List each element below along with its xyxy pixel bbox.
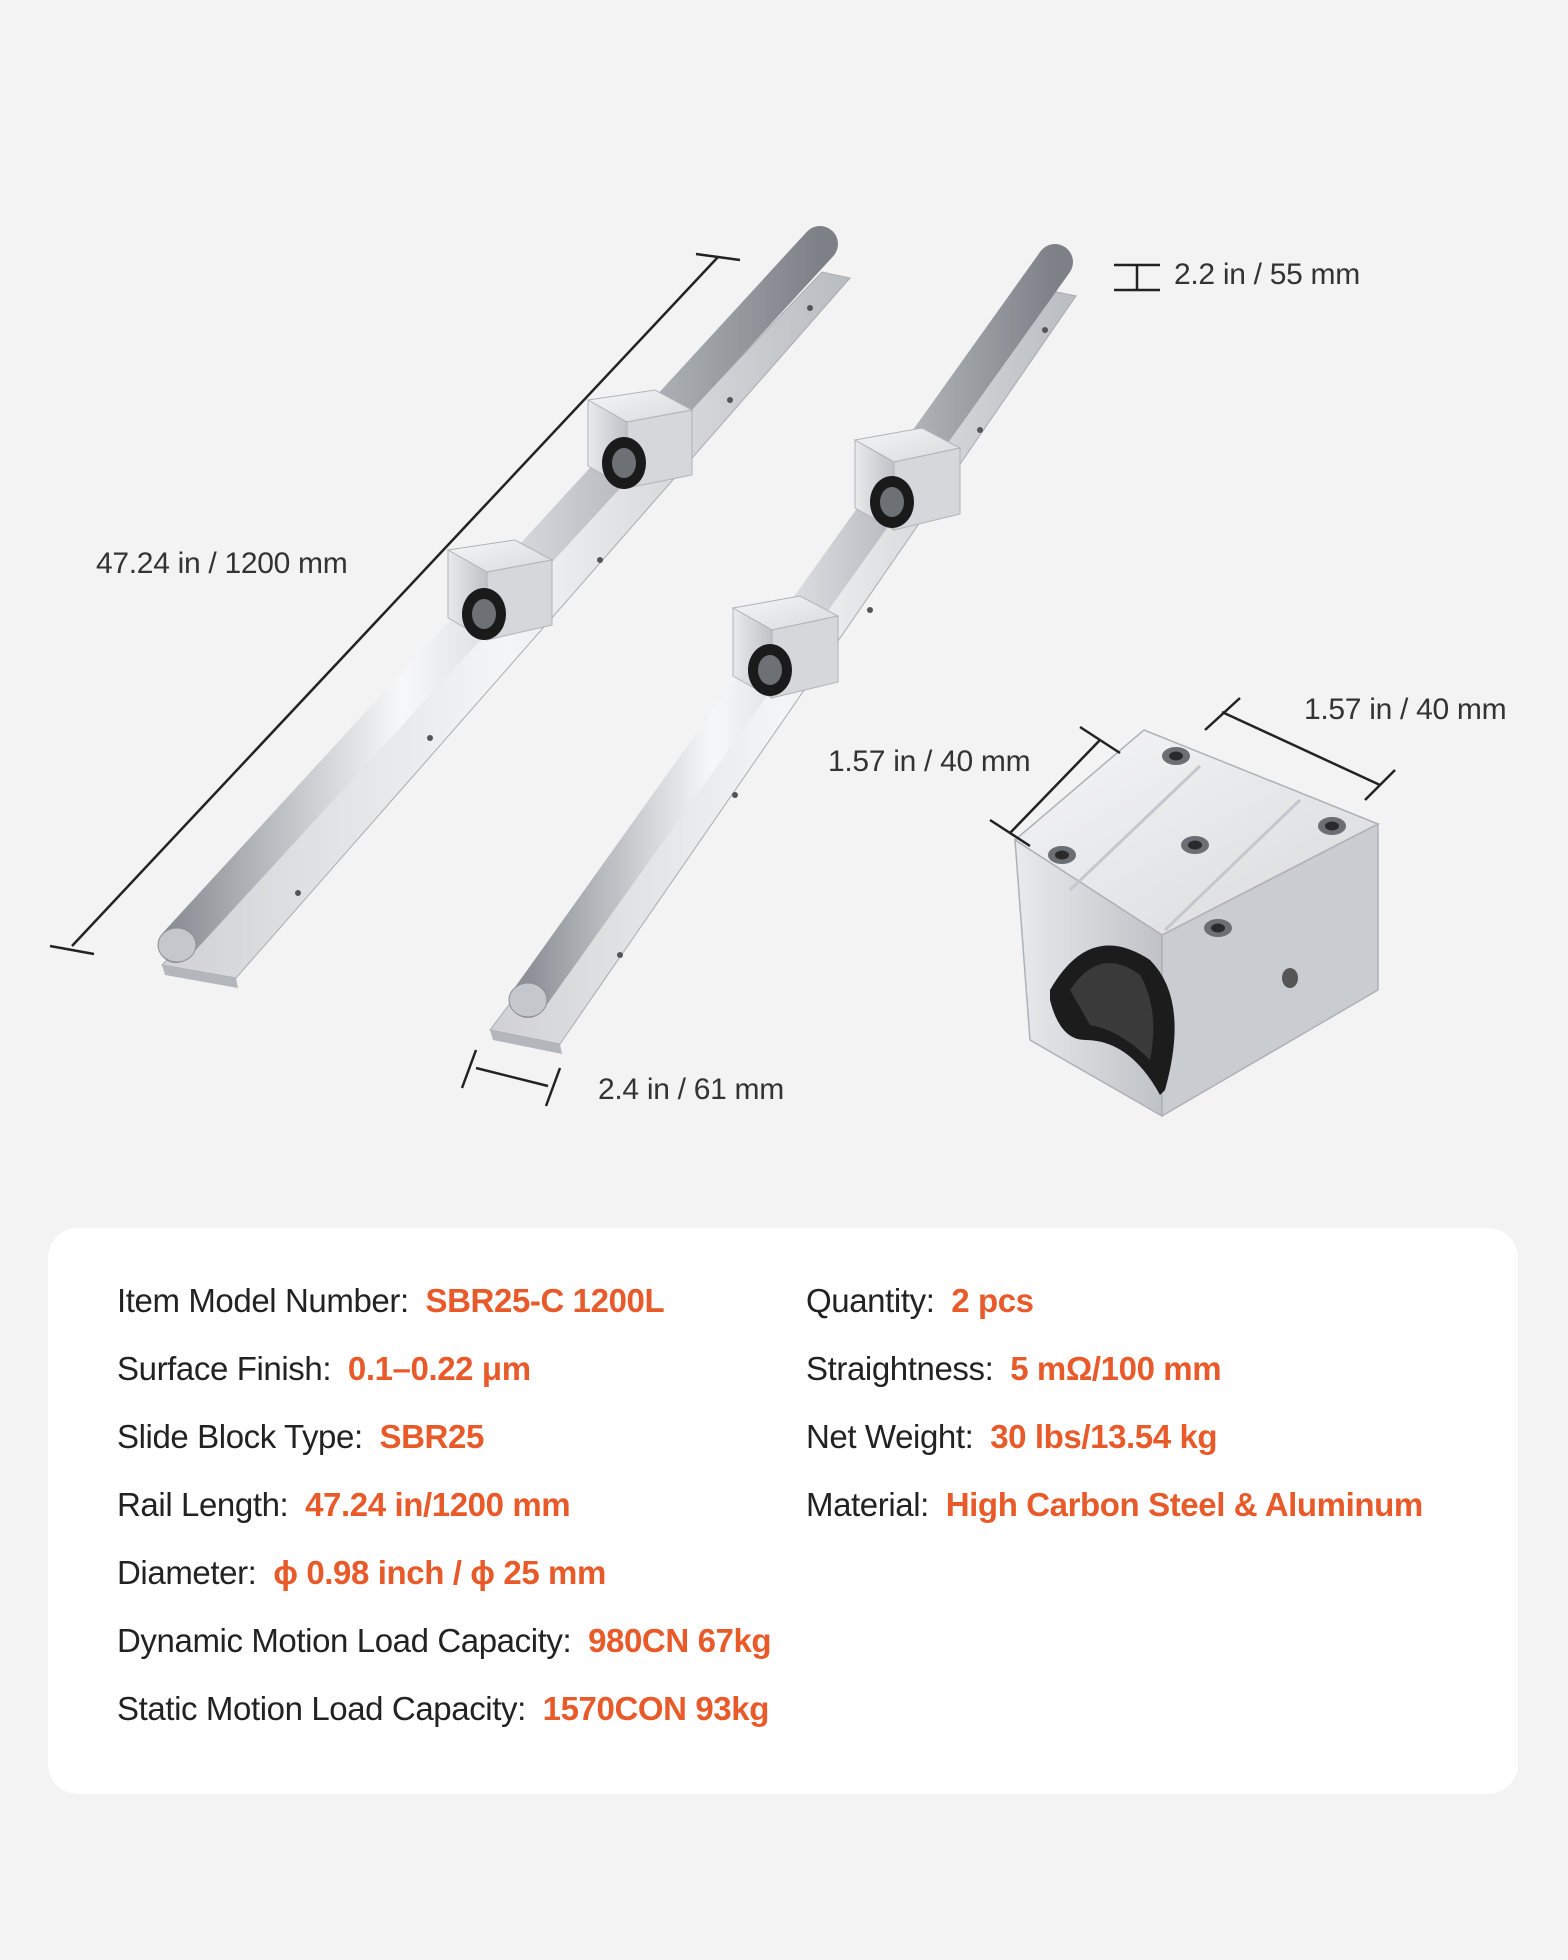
spec-value: High Carbon Steel & Aluminum <box>945 1486 1423 1523</box>
spec-straightness <box>806 1350 1221 1388</box>
spec-label: Static Motion Load Capacity: <box>117 1690 526 1727</box>
block-width-right-label: 1.57 in / 40 mm <box>1304 693 1507 726</box>
spec-rail-length <box>117 1486 570 1524</box>
spec-label: Rail Length: <box>117 1486 289 1523</box>
slide-block-detail <box>1015 730 1378 1116</box>
spec-value: SBR25 <box>379 1418 484 1455</box>
block-width-left-label: 1.57 in / 40 mm <box>828 745 1031 778</box>
spec-value: 47.24 in/1200 mm <box>305 1486 571 1523</box>
spec-value: 5 mΩ/100 mm <box>1010 1350 1222 1387</box>
spec-value: ɸ 0.98 inch / ɸ 25 mm <box>273 1554 606 1591</box>
rail-length-label: 47.24 in / 1200 mm <box>96 547 348 580</box>
spec-label: Straightness: <box>806 1350 994 1387</box>
slide-block-1b <box>588 390 692 489</box>
rail-width-label: 2.4 in / 61 mm <box>598 1073 784 1106</box>
spec-static-load <box>117 1690 769 1728</box>
spec-label: Diameter: <box>117 1554 257 1591</box>
slide-block-1a <box>448 540 552 640</box>
spec-value: 0.1–0.22 μm <box>347 1350 531 1387</box>
spec-label: Dynamic Motion Load Capacity: <box>117 1622 572 1659</box>
slide-block-2a <box>733 596 838 698</box>
spec-value: 30 lbs/13.54 kg <box>990 1418 1218 1455</box>
rail-height-dimension-marker <box>1114 265 1160 290</box>
spec-label: Net Weight: <box>806 1418 974 1455</box>
spec-diameter <box>117 1554 606 1592</box>
spec-label: Quantity: <box>806 1282 935 1319</box>
spec-quantity <box>806 1282 1034 1320</box>
spec-material <box>806 1486 1423 1524</box>
spec-slide-block-type <box>117 1418 484 1456</box>
spec-surface-finish <box>117 1350 531 1388</box>
spec-value: SBR25-C 1200L <box>425 1282 665 1319</box>
spec-value: 2 pcs <box>951 1282 1034 1319</box>
spec-value: 980CN 67kg <box>588 1622 772 1659</box>
spec-net-weight <box>806 1418 1217 1456</box>
spec-dynamic-load <box>117 1622 771 1660</box>
rail-height-label: 2.2 in / 55 mm <box>1174 258 1360 291</box>
spec-label: Surface Finish: <box>117 1350 332 1387</box>
spec-label: Item Model Number: <box>117 1282 409 1319</box>
spec-label: Slide Block Type: <box>117 1418 363 1455</box>
rail-width-dimension-line <box>462 1050 560 1106</box>
spec-label: Material: <box>806 1486 929 1523</box>
spec-model-number <box>117 1282 664 1320</box>
spec-card <box>48 1228 1518 1794</box>
slide-block-2b <box>855 428 960 530</box>
spec-value: 1570CON 93kg <box>542 1690 769 1727</box>
